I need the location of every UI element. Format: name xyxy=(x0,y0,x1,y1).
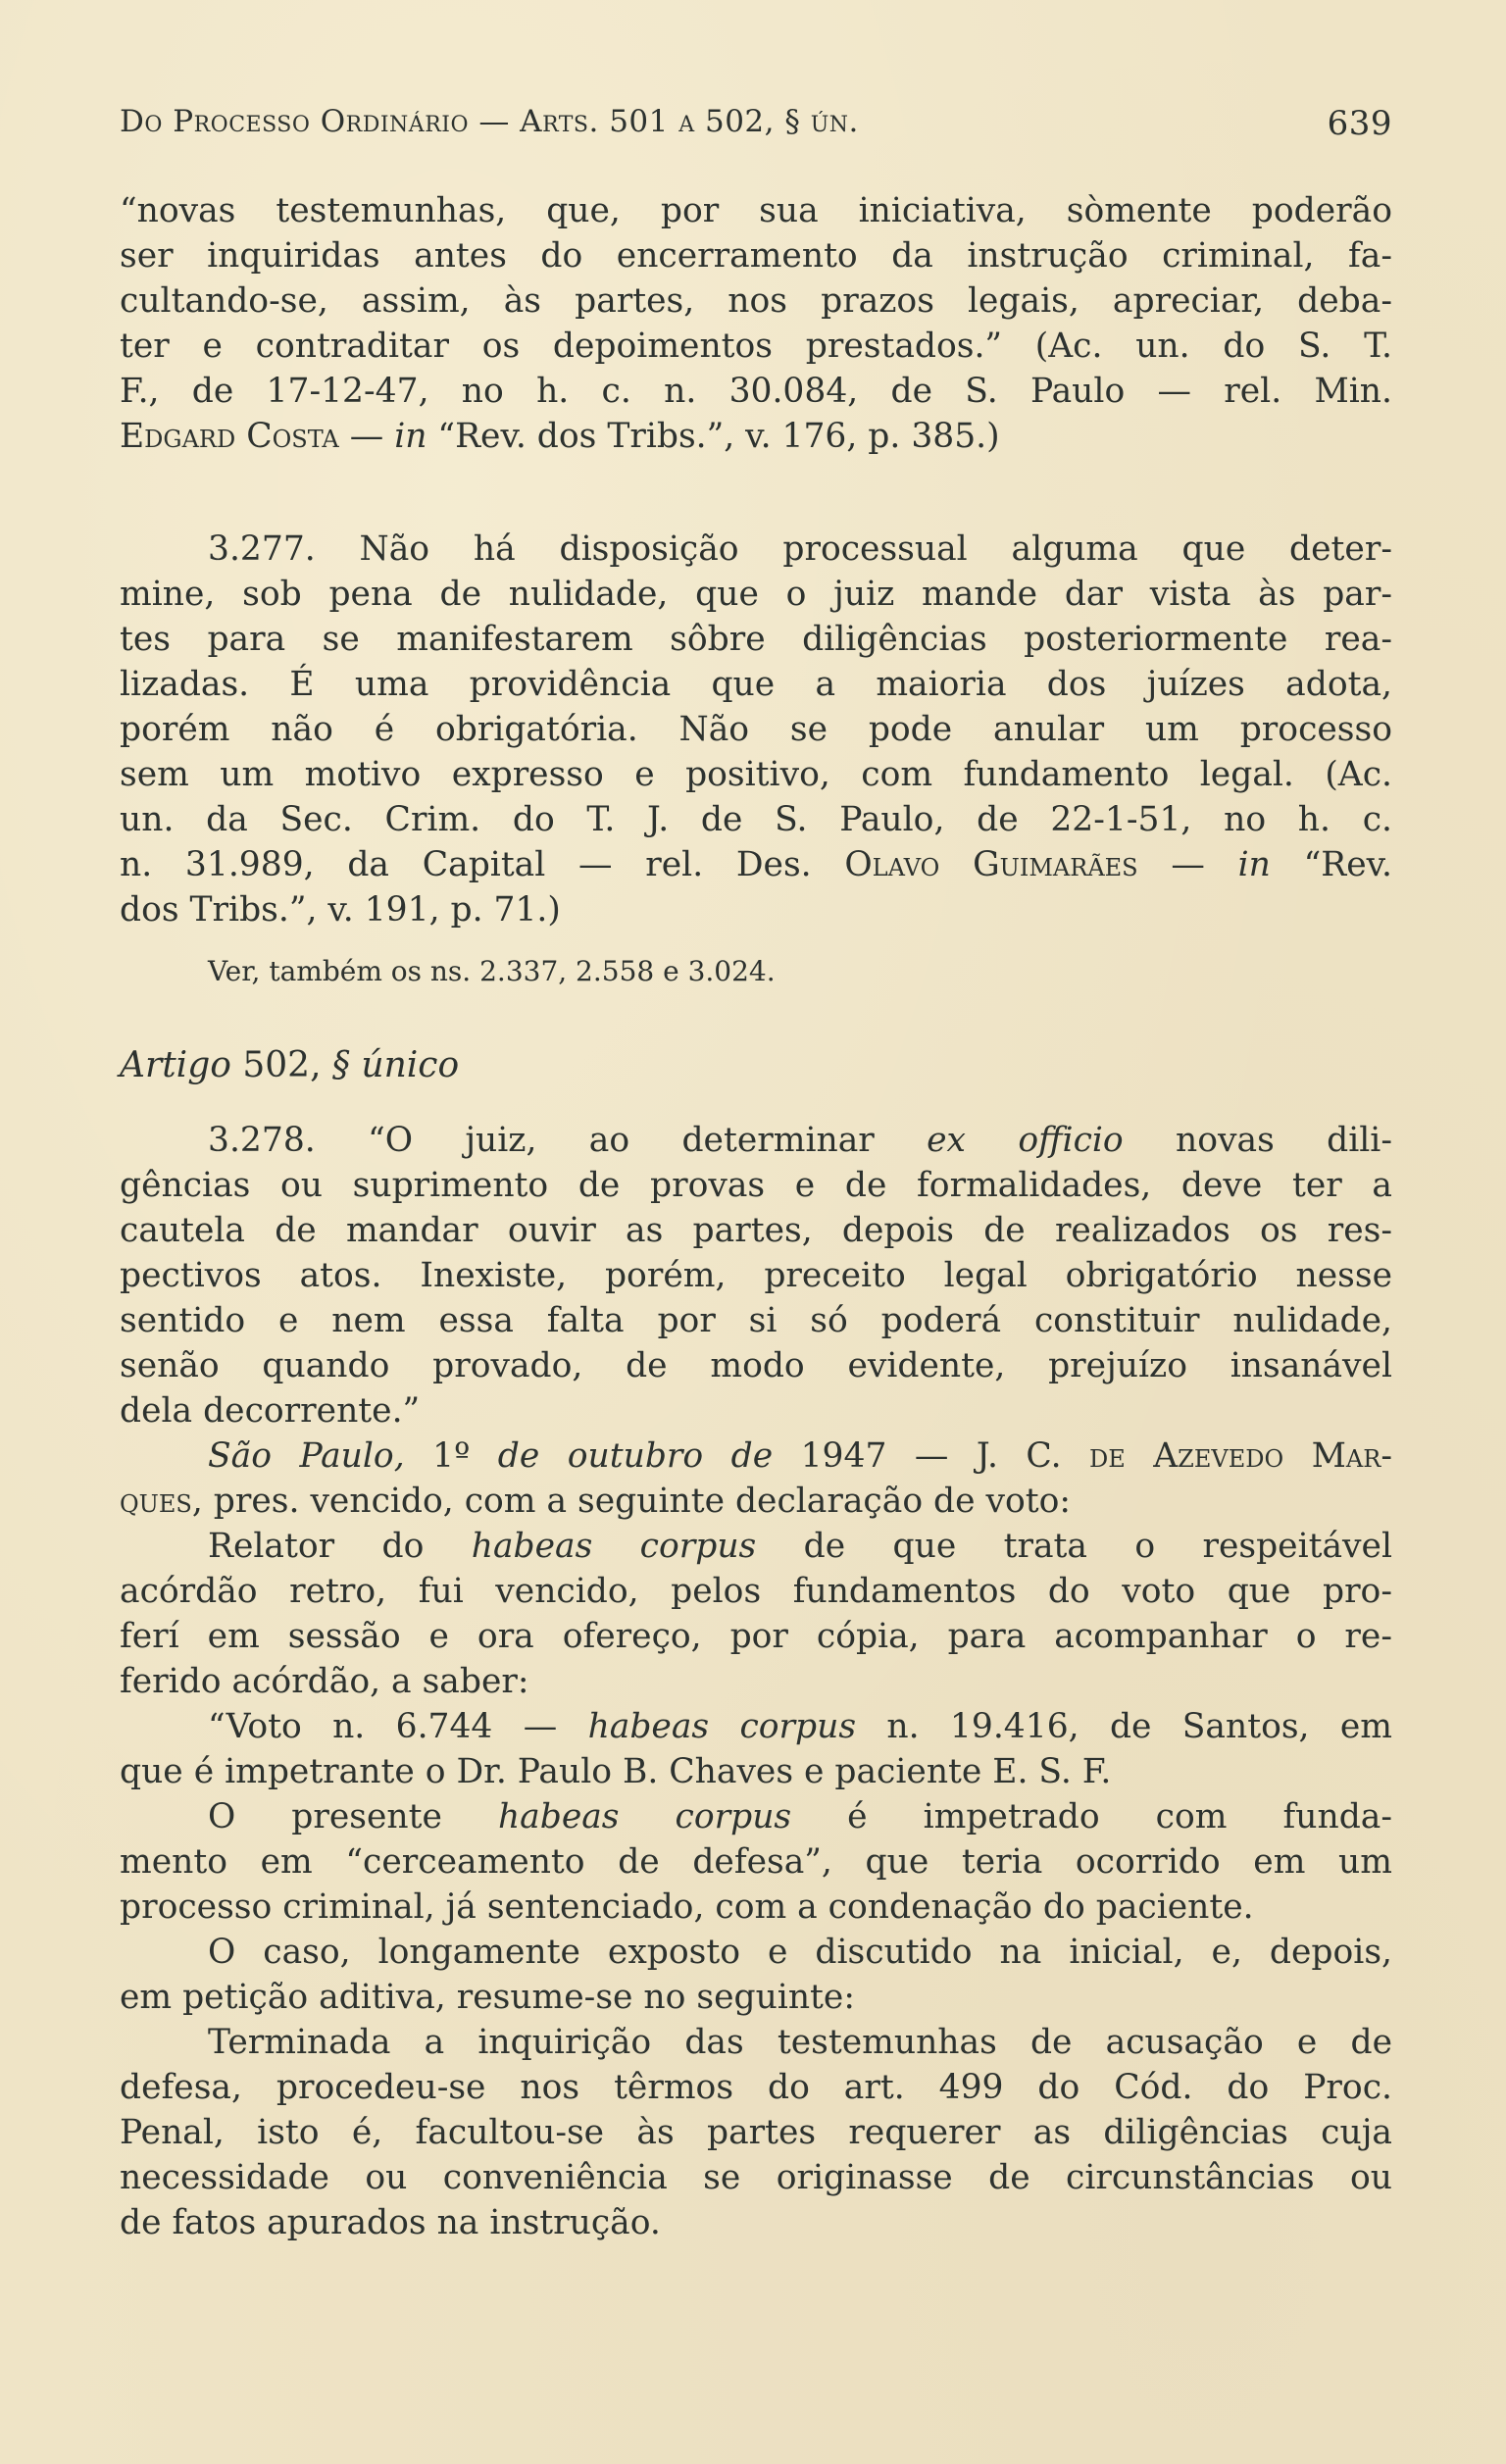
text-line: ter e contraditar os depoimentos prestados.” (Ac. un. do S. T. xyxy=(120,327,1392,366)
italic-in: in xyxy=(394,417,427,456)
latin-term: habeas corpus xyxy=(497,1797,792,1836)
text-line: em petição aditiva, resume-se no seguinte: xyxy=(120,1978,855,2017)
text-line: mento em “cerceamento de defesa”, que teria ocorrido em um xyxy=(120,1842,1392,1882)
text-line xyxy=(120,414,1392,459)
author-name: Olavo Guimarães xyxy=(844,845,1138,884)
judge-name: de Azevedo Mar- xyxy=(1089,1436,1392,1476)
text-span: n. 19.416, de Santos, em xyxy=(856,1707,1392,1746)
latin-term: habeas corpus xyxy=(587,1707,857,1746)
text-span: novas dili- xyxy=(1123,1121,1392,1160)
text-span: “Rev. xyxy=(1270,845,1392,884)
day: 1º xyxy=(404,1436,498,1476)
text-line: dos Tribs.”, v. 191, p. 71.) xyxy=(120,890,561,930)
text-line: mine, sob pena de nulidade, que o juiz mande dar vista às par- xyxy=(120,575,1392,614)
text-line: cautela de mandar ouvir as partes, depois de realizados os res- xyxy=(120,1211,1392,1250)
text-line: Penal, isto é, facultou-se às partes requerer as diligências cuja xyxy=(120,2113,1392,2152)
heading-word: Artigo xyxy=(120,1045,231,1085)
text-span: n. 31.989, da Capital — rel. Des. xyxy=(120,845,845,884)
text-span: , pres. vencido, com a seguinte declaração de voto: xyxy=(191,1482,1072,1521)
text-line: un. da Sec. Crim. do T. J. de S. Paulo, de 22-1-51, no h. c. xyxy=(120,800,1392,839)
text-line: necessidade ou conveniência se originasse de circunstâncias ou xyxy=(120,2158,1392,2197)
text-line: cultando-se, assim, às partes, nos prazos legais, apreciar, deba- xyxy=(120,281,1392,321)
signature-line xyxy=(208,1433,1392,1479)
text-line: Terminada a inquirição das testemunhas de acusação e de xyxy=(208,2023,1392,2062)
dash: — xyxy=(1137,845,1238,884)
place: São Paulo, xyxy=(208,1436,405,1476)
text-line: que é impetrante o Dr. Paulo B. Chaves e paciente E. S. F. xyxy=(120,1752,1112,1791)
text-line xyxy=(208,1524,1392,1569)
text-span: “Voto n. 6.744 — xyxy=(208,1707,588,1746)
text-line: porém não é obrigatória. Não se pode anular um processo xyxy=(120,710,1392,749)
latin-term: ex officio xyxy=(927,1121,1124,1160)
text-line: senão quando provado, de modo evidente, prejuízo insanável xyxy=(120,1346,1392,1385)
text-line xyxy=(208,1794,1392,1839)
heading-section: § único xyxy=(331,1045,460,1085)
page-number: 639 xyxy=(1327,104,1392,143)
text-line: acórdão retro, fui vencido, pelos fundamentos do voto que pro- xyxy=(120,1572,1392,1611)
heading-number: 502, xyxy=(230,1045,332,1085)
italic-in: in xyxy=(1237,845,1271,884)
article-heading xyxy=(120,1041,459,1090)
text-line xyxy=(208,1118,1392,1163)
text-span: é impetrado com funda- xyxy=(791,1797,1393,1836)
text-line: “novas testemunhas, que, por sua iniciativa, sòmente poderão xyxy=(120,191,1392,230)
running-header xyxy=(120,104,1392,149)
text-line xyxy=(120,1479,1392,1524)
text-line: sentido e nem essa falta por si só poderá constituir nulidade, xyxy=(120,1301,1392,1340)
text-line: O caso, longamente exposto e discutido na inicial, e, depois, xyxy=(208,1933,1392,1972)
text-line: F., de 17-12-47, no h. c. n. 30.084, de S. Paulo — rel. Min. xyxy=(120,372,1392,411)
text-line: ferí em sessão e ora ofereço, por cópia, para acompanhar o re- xyxy=(120,1617,1392,1656)
text-line: gências ou suprimento de provas e de formalidades, deve ter a xyxy=(120,1166,1392,1205)
citation: “Rev. dos Tribs.”, v. 176, p. 385.) xyxy=(427,417,1000,456)
text-line: processo criminal, já sentenciado, com a condenação do paciente. xyxy=(120,1887,1254,1927)
latin-term: habeas corpus xyxy=(471,1527,757,1566)
text-line: tes para se manifestarem sôbre diligências posteriormente rea- xyxy=(120,620,1392,659)
text-line: lizadas. É uma providência que a maioria dos juízes adota, xyxy=(120,665,1392,704)
see-also: Ver, também os ns. 2.337, 2.558 e 3.024. xyxy=(208,955,776,987)
month: de outubro de xyxy=(497,1436,774,1476)
text-line: de fatos apurados na instrução. xyxy=(120,2203,661,2242)
year: 1947 — J. C. xyxy=(773,1436,1090,1476)
author-name: Edgard Costa xyxy=(120,417,339,456)
text-line xyxy=(208,1704,1392,1749)
text-line: ser inquiridas antes do encerramento da instrução criminal, fa- xyxy=(120,236,1392,276)
text-line: pectivos atos. Inexiste, porém, preceito legal obrigatório nesse xyxy=(120,1256,1392,1295)
text-line: defesa, procedeu-se nos têrmos do art. 499 do Cód. do Proc. xyxy=(120,2068,1392,2107)
text-line: dela decorrente.” xyxy=(120,1391,421,1431)
running-title: Do Processo Ordinário — Arts. 501 a 502, § ún. xyxy=(120,104,859,139)
text-line: ferido acórdão, a saber: xyxy=(120,1662,529,1701)
text-line: sem um motivo expresso e positivo, com fundamento legal. (Ac. xyxy=(120,755,1392,794)
text-span: de que trata o respeitável xyxy=(756,1527,1392,1566)
text-span: 3.278. “O juiz, ao determinar xyxy=(208,1121,928,1160)
text-span: Relator do xyxy=(208,1527,472,1566)
dash: — xyxy=(338,417,395,456)
text-line: 3.277. Não há disposição processual alguma que deter- xyxy=(208,529,1392,569)
text-span: O presente xyxy=(208,1797,498,1836)
text-line xyxy=(120,842,1392,887)
judge-name-end: ques xyxy=(120,1482,192,1521)
